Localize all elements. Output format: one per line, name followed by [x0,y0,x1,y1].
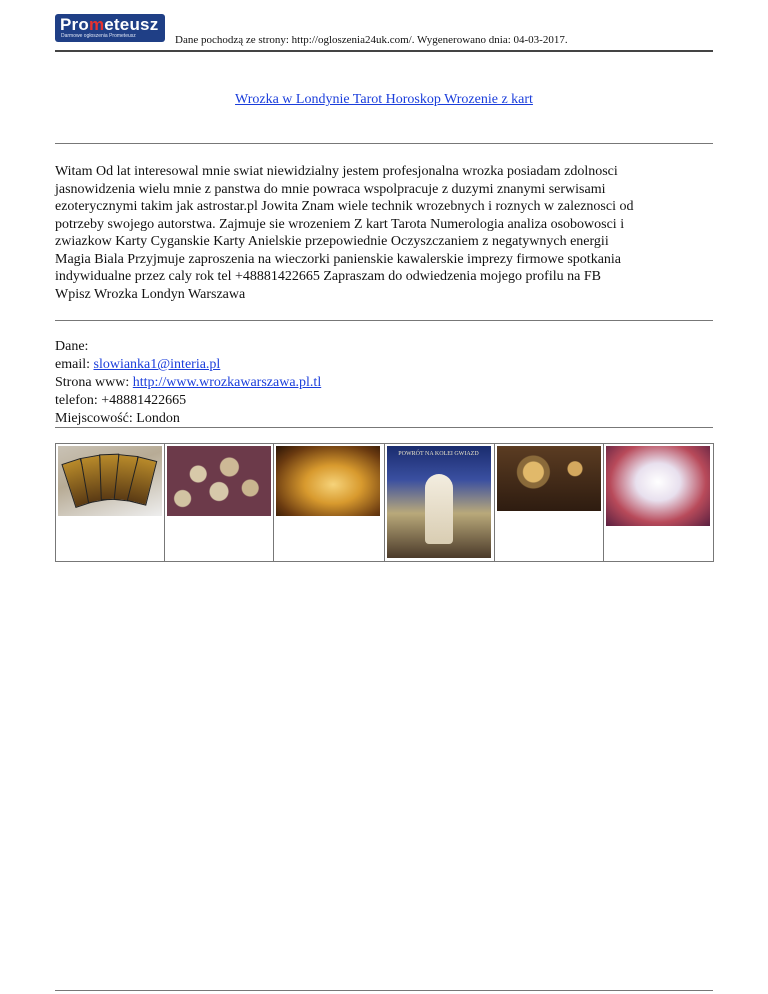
gallery-cell[interactable] [56,444,165,561]
jesus-image-caption: POWRÓT NA KOLEI GWIAZD [398,451,479,457]
description-line: Witam Od lat interesowal mnie swiat niewidzialny jestem profesjonalna wrozka posiadam zdolnosci [55,164,618,179]
listing-title-link[interactable]: Wrozka w Londynie Tarot Horoskop Wrozenie z kart [235,92,533,107]
email-row [55,356,321,374]
city-row: Miejscowość: London [55,411,180,426]
tarot-cards-photo[interactable] [58,446,162,516]
description-line: Wpisz Wrozka Londyn Warszawa [55,286,246,302]
header-divider [55,50,713,52]
title-divider [55,143,713,144]
gallery-cell[interactable] [495,444,604,561]
phone-row: telefon: +48881422665 [55,393,187,408]
photo-gallery [55,443,714,562]
website-link[interactable]: http://www.wrozkawarszawa.pl.tl [132,375,322,390]
angel-image[interactable] [606,446,710,526]
open-book-photo[interactable] [276,446,380,516]
contact-divider [55,427,713,428]
description-line: potrzeby swojego autorstwa. Zajmuje sie wrozeniem Z kart Tarota Numerologia analiza osobowosci i [55,216,625,232]
www-label: Strona www: [55,375,133,390]
gallery-cell[interactable] [165,444,274,561]
description-line: zwiazkow Karty Cyganskie Karty Anielskie przepowiednie Oczyszczaniem z negatywnych energii [55,234,609,249]
description-divider [55,320,713,321]
description-line: jasnowidzenia wielu mnie z panstwa do mnie powraca wspolpracuje z duzymi znanymi serwisami [55,181,606,197]
prometeusz-logo [55,14,165,42]
logo-tagline: Darmowe ogłoszenia Prometeusz [61,33,136,39]
description-line: Magia Biala Przyjmuje zaproszenia na wieczorki panienskie kawalerskie imprezy firmowe spotkania [55,251,622,267]
gallery-cell[interactable] [604,444,713,561]
contact-heading: Dane: [55,339,89,354]
description-line: indywidualne przez caly rok tel +48881422665 Zapraszam do odwiedzenia mojego profilu na FB [55,269,601,284]
email-link[interactable]: slowianka1@interia.pl [93,357,221,372]
contact-block [55,338,321,428]
www-row [55,374,321,392]
logo-brand: Prometeusz [60,15,159,34]
source-note: Dane pochodzą ze strony: http://ogloszenia24uk.com/. Wygenerowano dnia: 04-03-2017. [175,34,568,46]
jesus-image[interactable] [387,446,491,558]
sun-symbol-photo[interactable] [497,446,601,511]
gallery-cell[interactable] [385,444,495,561]
description-line: ezoterycznymi takim jak astrostar.pl Jowita Znam wiele technik wrozebnych i roznych w zaleznosci od [55,199,634,214]
listing-description [55,163,715,303]
footer-divider [55,990,713,991]
gallery-cell[interactable] [274,444,384,561]
rune-stones-photo[interactable] [167,446,271,516]
listing-title [0,92,768,108]
email-label: email: [55,357,94,372]
